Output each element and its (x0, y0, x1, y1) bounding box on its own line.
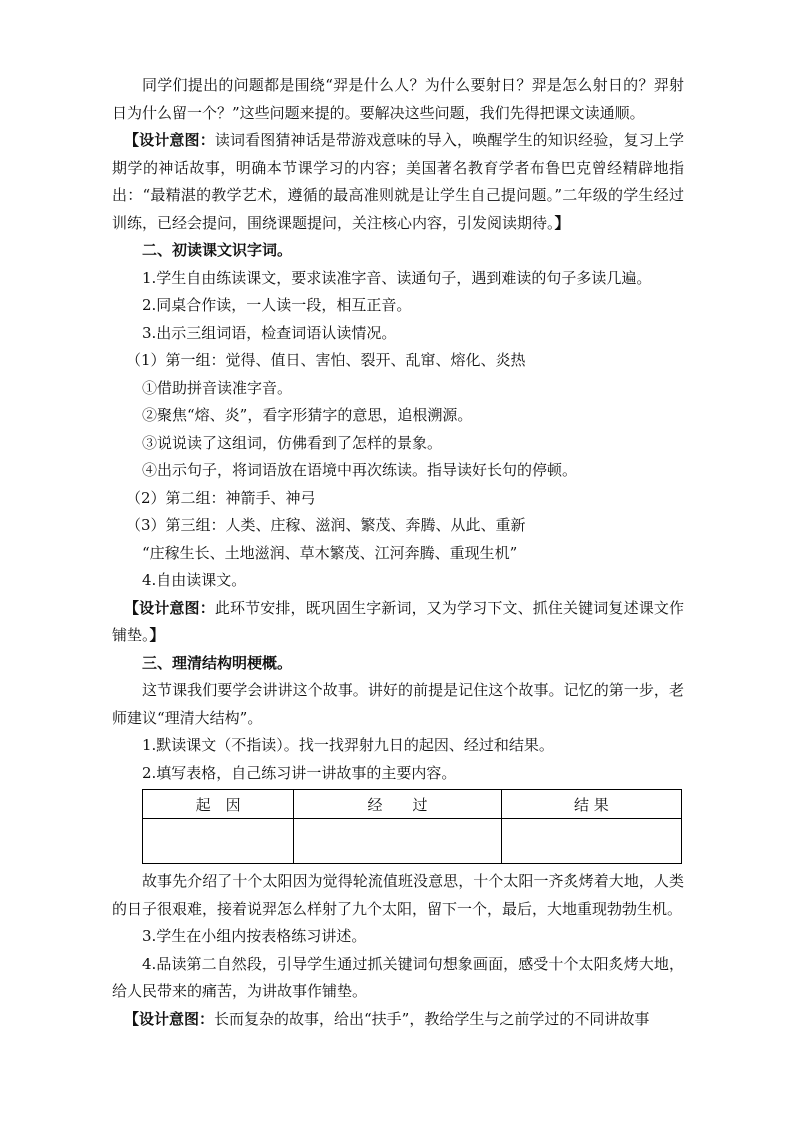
story-structure-table (142, 789, 682, 864)
section3-item-1: 1.默读课文（不指读）。找一找羿射九日的起因、经过和结果。 (142, 736, 554, 754)
cell-process-blank[interactable] (294, 819, 501, 864)
section-heading-3: 三、理清结构明梗概。 (142, 653, 293, 672)
word-group-3: （3）第三组：人类、庄稼、滋润、繁茂、奔腾、从此、重新 (126, 516, 526, 534)
design-intent-text: 此环节安排，既巩固生字新词，又为学习下文、抓住关键词复述课文作铺垫。 (112, 598, 684, 644)
design-intent-text: 读词看图猜神话是带游戏意味的导入，唤醒学生的知识经验，复习上学期学的神话故事，明确本节课学习的内容；美国著名教育学者布鲁巴克曾经精辟地指出：“最精湛的教学艺术，遵循的最高准则就是让学生自己提问题。”二年级的学生经过训练，已经会提问，围绕课题提问，关注核心内容，引发阅读期待。 (112, 131, 684, 232)
section2-item-2: 2.同桌合作读，一人读一段，相互正音。 (142, 296, 412, 314)
section3-intro: 这节课我们要学会讲讲这个故事。讲好的前提是记住这个故事。记忆的第一步，老师建议“理清大结构”。 (112, 681, 684, 727)
story-summary: 故事先介绍了十个太阳因为觉得轮流值班没意思，十个太阳一齐炙烤着大地，人类的日子很艰难，接着说羿怎么样射了九个太阳，留下一个，最后，大地重现勃勃生机。 (112, 872, 684, 918)
section-heading-2: 二、初读课文识字词。 (142, 241, 293, 259)
design-intent-2 (112, 595, 684, 650)
design-intent-text: 长而复杂的故事，给出“扶手”，教给学生与之前学过的不同讲故事 (214, 1009, 650, 1028)
table-row (143, 819, 682, 864)
intro-paragraph: 同学们提出的问题都是围绕“羿是什么人？为什么要射日？羿是怎么射日的？羿射日为什么留一个？”这些问题来提的。要解决这些问题，我们先得把课文读通顺。 (112, 76, 684, 122)
design-intent-3 (112, 1006, 684, 1034)
header-result: 结 果 (501, 790, 681, 819)
word-group-3-phrases: “庄稼生长、土地滋润、草木繁茂、江河奔腾、重现生机” (142, 543, 518, 562)
section3-item-2: 2.填写表格，自己练习讲一讲故事的主要内容。 (142, 763, 457, 782)
cell-cause-blank[interactable] (143, 819, 294, 864)
word-group-2: （2）第二组：神箭手、神弓 (126, 488, 316, 507)
section3-item-4: 4.品读第二自然段，引导学生通过抓关键词句想象画面，感受十个太阳炙烤大地，给人民带来的痛苦，为讲故事作铺垫。 (112, 954, 684, 1000)
design-intent-1 (112, 127, 684, 237)
header-process: 经 过 (294, 790, 501, 819)
group1-step-2: ②聚焦“熔、炎”，看字形猜字的意思，追根溯源。 (142, 406, 473, 424)
design-intent-end: 】 (554, 213, 570, 232)
section2-item-3: 3.出示三组词语，检查词语认读情况。 (142, 323, 397, 342)
table-header-row (143, 790, 682, 819)
section2-item-1: 1.学生自由练读课文，要求读准字音、读通句子，遇到难读的句子多读几遍。 (142, 268, 652, 287)
group1-step-3: ③说说读了这组词，仿佛看到了怎样的景象。 (142, 433, 443, 452)
document-body (112, 72, 684, 1033)
header-cause: 起 因 (143, 790, 294, 819)
cell-result-blank[interactable] (501, 819, 681, 864)
group1-step-4: ④出示句子，将词语放在语境中再次练读。指导读好长句的停顿。 (142, 461, 578, 479)
word-group-1: （1）第一组：觉得、值日、害怕、裂开、乱窜、熔化、炎热 (126, 351, 526, 369)
section3-item-3: 3.学生在小组内按表格练习讲述。 (142, 927, 367, 945)
design-intent-label: 【设计意图： (124, 598, 215, 617)
design-intent-label: 【设计意图： (124, 131, 215, 149)
group1-step-1: ①借助拼音读准字音。 (142, 378, 293, 397)
design-intent-end: 】 (149, 626, 165, 644)
design-intent-label: 【设计意图： (124, 1009, 215, 1028)
section2-item-4: 4.自由读课文。 (142, 571, 247, 589)
